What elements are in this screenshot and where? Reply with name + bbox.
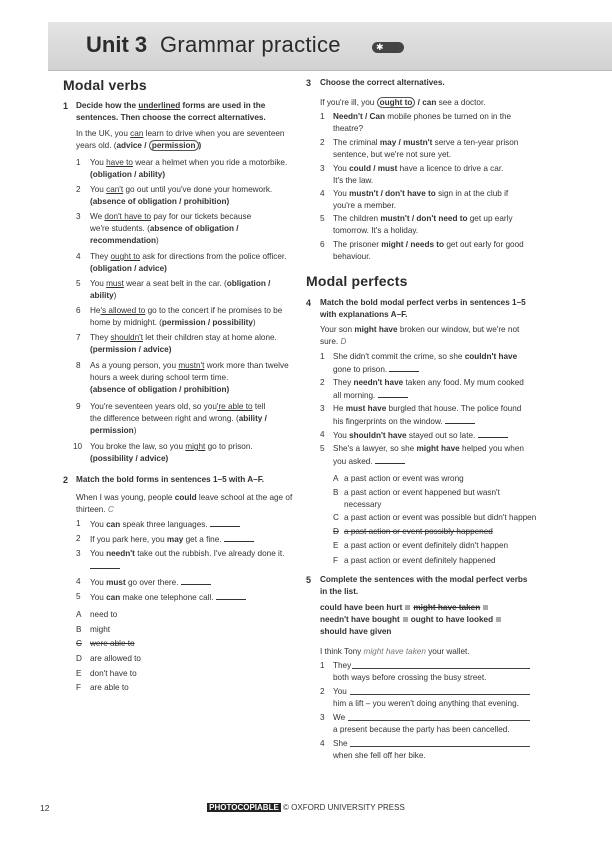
item-number: 7 — [76, 333, 81, 342]
answer-blank[interactable] — [224, 533, 254, 542]
list-item: They needn't have taken any food. My mum cooked all morning. — [333, 378, 524, 400]
item-lead: She — [333, 739, 348, 748]
handwritten-answer: might have taken — [363, 647, 426, 656]
exercise-instruction: Choose the correct alternatives. — [320, 78, 445, 87]
item-number: 3 — [76, 212, 81, 221]
item-number: 3 — [320, 164, 325, 173]
item-number: 2 — [76, 185, 81, 194]
list-item: Needn't / Can mobile phones be turned on in the theatre? — [333, 112, 512, 133]
list-item: She's a lawyer, so she might have helped you when you asked. — [333, 444, 524, 466]
option-letter: B — [76, 625, 82, 634]
answer-line[interactable] — [348, 720, 530, 721]
answer-blank[interactable] — [210, 518, 240, 527]
exercise-instruction: Match the bold forms in sentences 1–5 with A–F. — [76, 475, 265, 484]
option-letter: E — [76, 669, 82, 678]
answer-line[interactable] — [350, 746, 530, 747]
option-letter: B — [333, 488, 339, 497]
option-letter-crossed: C — [76, 639, 82, 648]
answer-blank[interactable] — [181, 576, 211, 585]
star-badge: ✱ — [372, 42, 404, 53]
list-item: He's allowed to go to the concert if he promises to be home by midnight. (permission / possibility) — [90, 306, 283, 327]
item-number: 5 — [320, 214, 325, 223]
photocopiable-badge: PHOTOCOPIABLE — [209, 803, 279, 812]
option-text: a past action or event was wrong — [344, 474, 464, 483]
list-item: You shouldn't have stayed out so late. — [333, 429, 558, 442]
item-number: 1 — [76, 519, 81, 528]
item-number: 1 — [320, 352, 325, 361]
list-item: We don't have to pay for our tickets because we're students. (absence of obligation / recommendation) — [90, 212, 252, 245]
answer-blank[interactable] — [90, 560, 120, 569]
option-text: a past action or event definitely happened — [344, 556, 496, 565]
item-number: 6 — [320, 240, 325, 249]
list-item: If you park here, you may get a fine. — [90, 533, 300, 546]
list-item: You could / must have a licence to drive a car. It's the law. — [333, 164, 504, 185]
bullet-square-icon — [496, 617, 501, 622]
item-number: 8 — [76, 361, 81, 370]
item-number: 10 — [73, 442, 83, 451]
option-text: are allowed to — [90, 654, 141, 663]
option-letter: E — [333, 541, 339, 550]
example-sentence: Your son might have broken our window, but we're not sure. D — [320, 325, 520, 346]
option-text-crossed: a past action or event possibly happened — [344, 527, 493, 536]
list-item: You must wear a seat belt in the car. (obligation / ability) — [90, 279, 271, 300]
option-text: a past action or event definitely didn't happen — [344, 541, 509, 550]
list-item: You have to wear a helmet when you ride a motorbike. (obligation / ability) — [90, 158, 288, 179]
item-number: 3 — [320, 713, 325, 722]
example-sentence: If you're ill, you ought to / can see a doctor. — [320, 98, 486, 107]
list-item: The children mustn't / don't need to get up early tomorrow. It's a holiday. — [333, 214, 513, 235]
option-text: might — [90, 625, 111, 634]
item-number: 3 — [320, 404, 325, 413]
exercise-number: 1 — [63, 101, 69, 111]
list-item: You're seventeen years old, so you're able to tell the difference between right and wrong. (ability / permission) — [90, 402, 267, 435]
option-text-crossed: were able to — [90, 639, 135, 648]
list-item: You can make one telephone call. — [90, 591, 300, 604]
item-number: 5 — [76, 279, 81, 288]
list-item: They shouldn't let their children stay at home alone. (permission / advice) — [90, 333, 277, 354]
item-lead: We — [333, 713, 346, 722]
handwritten-answer: C — [107, 505, 114, 514]
list-item: You needn't take out the rubbish. I've already done it. — [90, 548, 300, 573]
list-item: You can speak three languages. — [90, 518, 300, 531]
answer-blank[interactable] — [375, 455, 405, 464]
copyright-footer: PHOTOCOPIABLE © OXFORD UNIVERSITY PRESS — [209, 803, 405, 812]
circled-answer: permission — [149, 140, 199, 151]
unit-label: Unit 3 — [86, 32, 148, 57]
item-number: 4 — [320, 189, 325, 198]
list-item: She didn't commit the crime, so she couldn't have gone to prison. — [333, 352, 518, 374]
item-number: 4 — [76, 577, 81, 586]
section-title-modal-perfects: Modal perfects — [306, 273, 408, 289]
option-letter: C — [333, 513, 339, 522]
item-number: 2 — [76, 534, 81, 543]
answer-blank[interactable] — [389, 363, 419, 372]
exercise-instruction: Decide how the underlined forms are used in the sentences. Then choose the correct alternatives. — [76, 101, 266, 122]
example-sentence: In the UK, you can learn to drive when you are seventeen years old. (advice / permission ) — [76, 129, 285, 150]
item-number: 3 — [76, 549, 81, 558]
item-number: 5 — [76, 592, 81, 601]
option-letter: D — [76, 654, 82, 663]
example-sentence: I think Tony might have taken your wallet. — [320, 647, 470, 656]
bullet-square-icon — [405, 605, 410, 610]
list-item: The prisoner might / needs to get out early for good behaviour. — [333, 240, 524, 261]
item-number: 9 — [76, 402, 81, 411]
item-number: 1 — [320, 112, 325, 121]
list-item: You can't go out until you've done your homework. (absence of obligation / prohibition) — [90, 185, 273, 206]
list-item: You mustn't / don't have to sign in at the club if you're a member. — [333, 189, 509, 210]
item-number: 2 — [320, 378, 325, 387]
exercise-instruction: Complete the sentences with the modal perfect verbs in the list. — [320, 575, 528, 596]
item-continuation: a present because the party has been cancelled. — [333, 725, 510, 734]
item-number: 5 — [320, 444, 325, 453]
exercise-instruction: Match the bold modal perfect verbs in sentences 1–5 with explanations A–F. — [320, 298, 526, 319]
list-item: The criminal may / mustn't serve a ten-year prison sentence, but we're not sure yet. — [333, 138, 519, 159]
item-number: 4 — [320, 430, 325, 439]
answer-line[interactable] — [350, 694, 530, 695]
exercise-number: 3 — [306, 78, 312, 88]
example-sentence: When I was young, people could leave school at the age of thirteen. C — [76, 493, 293, 514]
option-text: need to — [90, 610, 118, 619]
list-item: He must have burgled that house. The police found his fingerprints on the window. — [333, 404, 522, 426]
item-number: 4 — [76, 252, 81, 261]
option-letter-crossed: D — [333, 527, 339, 536]
option-letter: A — [333, 474, 339, 483]
exercise-number: 2 — [63, 475, 69, 485]
list-item: You must go over there. — [90, 576, 300, 589]
exercise-number: 4 — [306, 298, 312, 308]
answer-blank[interactable] — [216, 591, 246, 600]
item-number: 1 — [76, 158, 81, 167]
section-title-modal-verbs: Modal verbs — [63, 77, 147, 93]
item-number: 1 — [320, 661, 325, 670]
answer-blank[interactable] — [478, 429, 508, 438]
handwritten-answer: D — [340, 337, 347, 346]
option-letter: F — [333, 556, 339, 565]
bullet-square-icon — [483, 605, 488, 610]
option-letter: A — [76, 610, 82, 619]
exercise-number: 5 — [306, 575, 312, 585]
word-list: could have been hurt might have taken needn't have bought ought to have looked should have given — [320, 602, 560, 638]
item-lead: You — [333, 687, 347, 696]
item-lead: They — [333, 661, 352, 670]
item-number: 2 — [320, 687, 325, 696]
option-text: a past action or event happened but wasn't necessary — [344, 488, 500, 509]
answer-line[interactable] — [352, 668, 530, 669]
unit-banner — [48, 22, 612, 71]
item-continuation: when she fell off her bike. — [333, 751, 426, 760]
answer-blank[interactable] — [445, 415, 475, 424]
circled-answer: ought to — [377, 97, 416, 108]
list-item: You broke the law, so you might go to prison. (possibility / advice) — [90, 442, 253, 463]
page-title: Grammar practice — [160, 32, 341, 57]
option-text: are able to — [90, 683, 129, 692]
list-item: They ought to ask for directions from the police officer. (obligation / advice) — [90, 252, 287, 273]
option-text: a past action or event was possible but didn't happen — [344, 513, 537, 522]
answer-blank[interactable] — [378, 389, 408, 398]
item-continuation: both ways before crossing the busy street. — [333, 673, 487, 682]
list-item: As a young person, you mustn't work more than twelve hours a week during school term time. (absence of obligation / prohibition) — [90, 361, 289, 394]
option-letter: F — [76, 683, 82, 692]
bullet-square-icon — [403, 617, 408, 622]
item-number: 2 — [320, 138, 325, 147]
item-number: 6 — [76, 306, 81, 315]
option-text: don't have to — [90, 669, 137, 678]
item-number: 4 — [320, 739, 325, 748]
item-continuation: him a lift – you weren't doing anything that evening. — [333, 699, 519, 708]
page-number: 12 — [40, 803, 50, 813]
